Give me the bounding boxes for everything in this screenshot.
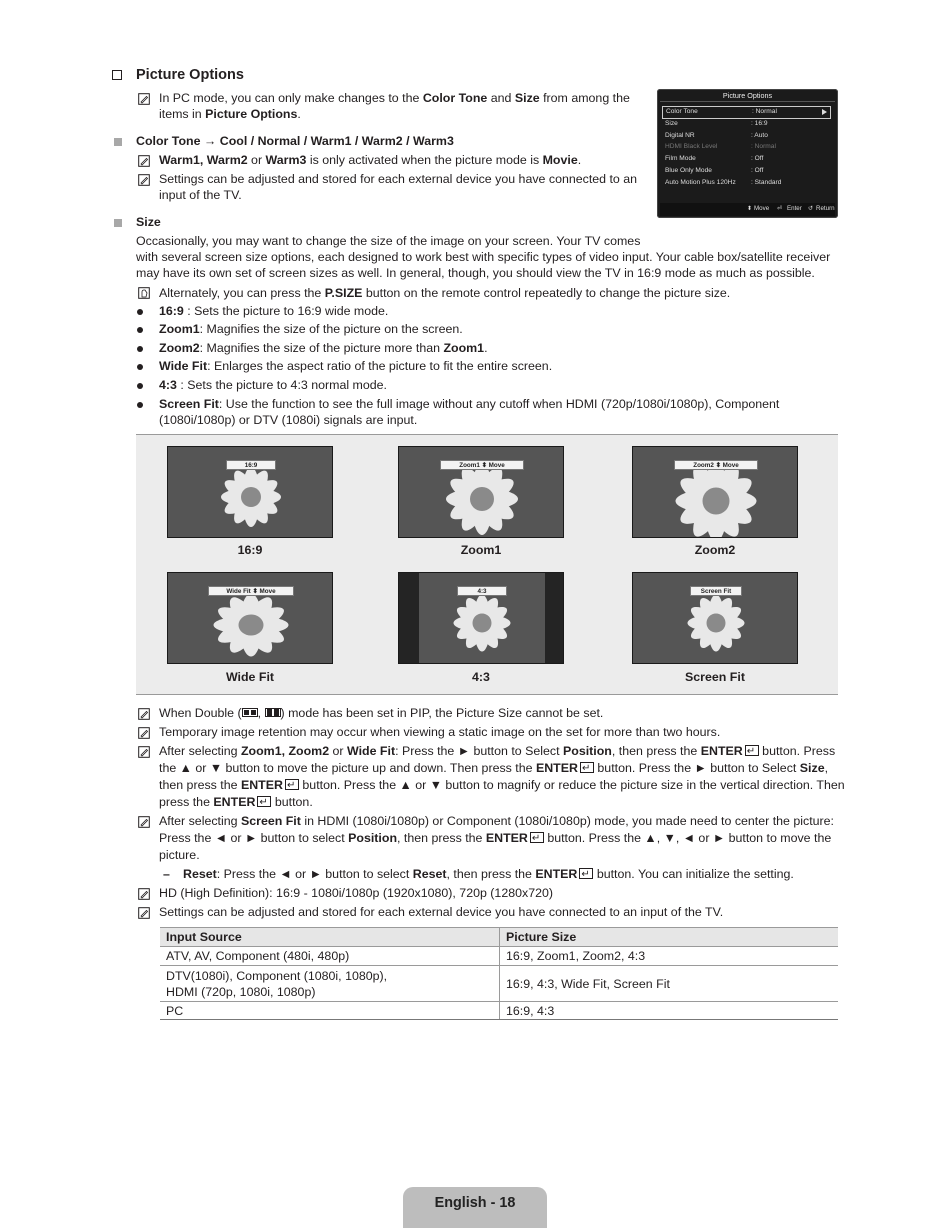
pip-note: When Double ( , ) mode has been set in PIP, the Picture Size cannot be set. [159, 706, 604, 720]
caption-4-3: 4:3 [472, 670, 490, 684]
color-tone-note2-line2: input of the TV. [159, 188, 242, 202]
color-tone-note2-line1: Settings can be adjusted and stored for each external device you have connected to an [159, 172, 638, 186]
remote-control-icon [138, 287, 150, 299]
arrow-right-icon [822, 109, 827, 115]
settings-note: Settings can be adjusted and stored for each external device you have connected to an input of the TV. [159, 905, 724, 919]
section-title: Picture Options [136, 67, 244, 83]
bullet-4-3: 4:3 : Sets the picture to 4:3 normal mode. [159, 378, 387, 392]
return-icon: ↺ [808, 205, 814, 212]
square-bullet-icon [114, 138, 122, 146]
page-footer: English - 18 [403, 1187, 547, 1228]
psize-note: Alternately, you can press the P.SIZE button on the remote control repeatedly to change the picture size. [159, 286, 731, 300]
retention-note: Temporary image retention may occur when viewing a static image on the set for more than two hours. [159, 725, 721, 739]
header-input-source: Input Source [160, 928, 500, 947]
table-row [160, 966, 838, 1002]
enter-icon [745, 745, 759, 756]
pip-double-icon-2 [265, 708, 281, 717]
screenshot-4-3 [398, 572, 564, 664]
bullet-icon [137, 309, 143, 315]
note-icon [138, 155, 150, 167]
caption-wide-fit: Wide Fit [225, 670, 275, 684]
caption-zoom2: Zoom2 [694, 543, 736, 557]
note-icon [138, 746, 150, 758]
screenshot-zoom2 [632, 446, 798, 538]
size-tag: Zoom1 ⬍ Move [440, 460, 524, 470]
osd-return-label: Return [816, 205, 835, 212]
osd-divider [660, 101, 835, 102]
color-tone-note1: Warm1, Warm2 or Warm3 is only activated when the picture mode is Movie. [159, 153, 582, 167]
osd-footer [660, 203, 835, 216]
cell-picture-size: 16:9, 4:3 [500, 1002, 839, 1020]
size-heading: Size [136, 215, 161, 229]
cell-input-source: PC [160, 1002, 500, 1020]
zoom-note-line2: the ▲ or ▼ button to move the picture up and down. Then press the ENTER↵ button. Press the ► button to Select Size, [159, 760, 828, 777]
bullet-zoom2: Zoom2: Magnifies the size of the picture more than Zoom1. [159, 341, 488, 355]
cell-picture-size: 16:9, Zoom1, Zoom2, 4:3 [500, 947, 839, 966]
enter-icon [580, 762, 594, 773]
size-para-line3: may have its own set of screen sizes as well. In general, though, you should view the TV in 16:9 mode as much as possible. [136, 266, 815, 280]
osd-row-size[interactable]: Size : 16:9 [665, 120, 768, 127]
table-header-row [160, 928, 838, 947]
osd-enter-label: Enter [787, 205, 802, 212]
note-icon [138, 708, 150, 720]
bullet-icon [137, 383, 143, 389]
hd-note: HD (High Definition): 16:9 - 1080i/1080p (1920x1080), 720p (1280x720) [159, 886, 553, 900]
picture-options-osd-menu [657, 89, 838, 218]
caption-screen-fit: Screen Fit [685, 670, 745, 684]
move-icon: ⬍ [747, 205, 753, 212]
zoom-note-line3: then press the ENTER↵ button. Press the ▲ or ▼ button to magnify or reduce the picture size in the vertical direction. Then [159, 777, 845, 794]
table-row [160, 947, 838, 966]
bullet-icon [137, 364, 143, 370]
osd-row-digital-nr[interactable]: Digital NR : Auto [665, 132, 768, 139]
section-checkbox-icon [112, 70, 122, 80]
screenshot-wide-fit [167, 572, 333, 664]
bullet-icon [137, 327, 143, 333]
bullet-wide-fit: Wide Fit: Enlarges the aspect ratio of the picture to fit the entire screen. [159, 359, 553, 373]
screenshot-screen-fit [632, 572, 798, 664]
size-tag: Zoom2 ⬍ Move [674, 460, 758, 470]
zoom-note-line4: press the ENTER↵ button. [159, 794, 313, 811]
enter-icon [257, 796, 271, 807]
bullet-icon [137, 346, 143, 352]
screen-fit-note-line3: picture. [159, 848, 200, 862]
intro-note-line2: items in Picture Options. [159, 107, 301, 121]
screenshot-zoom1 [398, 446, 564, 538]
caption-zoom1: Zoom1 [460, 543, 502, 557]
cell-input-source: DTV(1080i), Component (1080i, 1080p), HDMI (720p, 1080i, 1080p) [160, 966, 500, 1002]
table-row [160, 1002, 838, 1020]
size-tag: 16:9 [226, 460, 276, 470]
square-bullet-icon [114, 219, 122, 227]
size-tag: Screen Fit [690, 586, 742, 596]
enter-icon: ⏎ [777, 205, 783, 212]
cell-input-source: ATV, AV, Component (480i, 480p) [160, 947, 500, 966]
osd-row-blue-only-mode[interactable]: Blue Only Mode : Off [665, 167, 764, 174]
note-icon [138, 888, 150, 900]
size-tag: 4:3 [457, 586, 507, 596]
note-icon [138, 93, 150, 105]
size-para-line1: Occasionally, you may want to change the size of the image on your screen. Your TV comes [136, 234, 641, 248]
enter-icon [285, 779, 299, 790]
osd-row-film-mode[interactable]: Film Mode : Off [665, 155, 764, 162]
osd-row-hdmi-black-level: HDMI Black Level : Normal [665, 143, 776, 150]
bullet-screen-fit-line2: (1080i/1080p) or DTV (1080i) signals are input. [159, 413, 418, 427]
screen-fit-note-line1: After selecting Screen Fit in HDMI (1080i/1080p) or Component (1080i/1080p) mode, you made need to center the picture: [159, 814, 835, 828]
screenshot-16-9 [167, 446, 333, 538]
osd-row-auto-motion-plus[interactable]: Auto Motion Plus 120Hz : Standard [665, 179, 782, 186]
zoom-note-line1: After selecting Zoom1, Zoom2 or Wide Fit: Press the ► button to Select Position, then press the ENTER↵ button. Press [159, 743, 835, 760]
cell-picture-size: 16:9, 4:3, Wide Fit, Screen Fit [500, 966, 839, 1002]
bullet-icon [137, 402, 143, 408]
note-icon [138, 174, 150, 186]
osd-title: Picture Options [722, 91, 773, 100]
screen-fit-note-line2: Press the ◄ or ► button to select Position, then press the ENTER↵ button. Press the ▲, ▼, ◄ or ► button to move the [159, 830, 831, 847]
reset-note: Reset: Press the ◄ or ► button to select Reset, then press the ENTER↵ button. You can initialize the setting. [183, 866, 794, 883]
enter-icon [530, 832, 544, 843]
bullet-screen-fit: Screen Fit: Use the function to see the full image without any cutoff when HDMI (720p/1080i/1080p), Component [159, 397, 780, 411]
enter-icon [579, 868, 593, 879]
osd-row-color-tone[interactable]: Color Tone : Normal [662, 106, 831, 119]
size-para-line2: with several screen size options, each designed to work best with specific types of video input. Your cable box/satellite receiver [136, 250, 831, 264]
intro-note-line1: In PC mode, you can only make changes to the Color Tone and Size from among the [159, 91, 630, 105]
dash-bullet: – [163, 867, 170, 881]
input-source-table [160, 927, 838, 1020]
header-picture-size: Picture Size [500, 928, 839, 947]
bullet-zoom1: Zoom1: Magnifies the size of the picture on the screen. [159, 322, 463, 336]
color-tone-heading: Color Tone → Cool / Normal / Warm1 / Warm2 / Warm3 [136, 134, 454, 148]
screen-size-gallery [136, 434, 838, 695]
osd-move-label: Move [754, 205, 770, 212]
bullet-16-9: 16:9 : Sets the picture to 16:9 wide mode. [159, 304, 389, 318]
pip-double-icon-1 [242, 708, 258, 717]
caption-16-9: 16:9 [237, 543, 263, 557]
size-tag: Wide Fit ⬍ Move [208, 586, 294, 596]
note-icon [138, 907, 150, 919]
note-icon [138, 816, 150, 828]
note-icon [138, 727, 150, 739]
